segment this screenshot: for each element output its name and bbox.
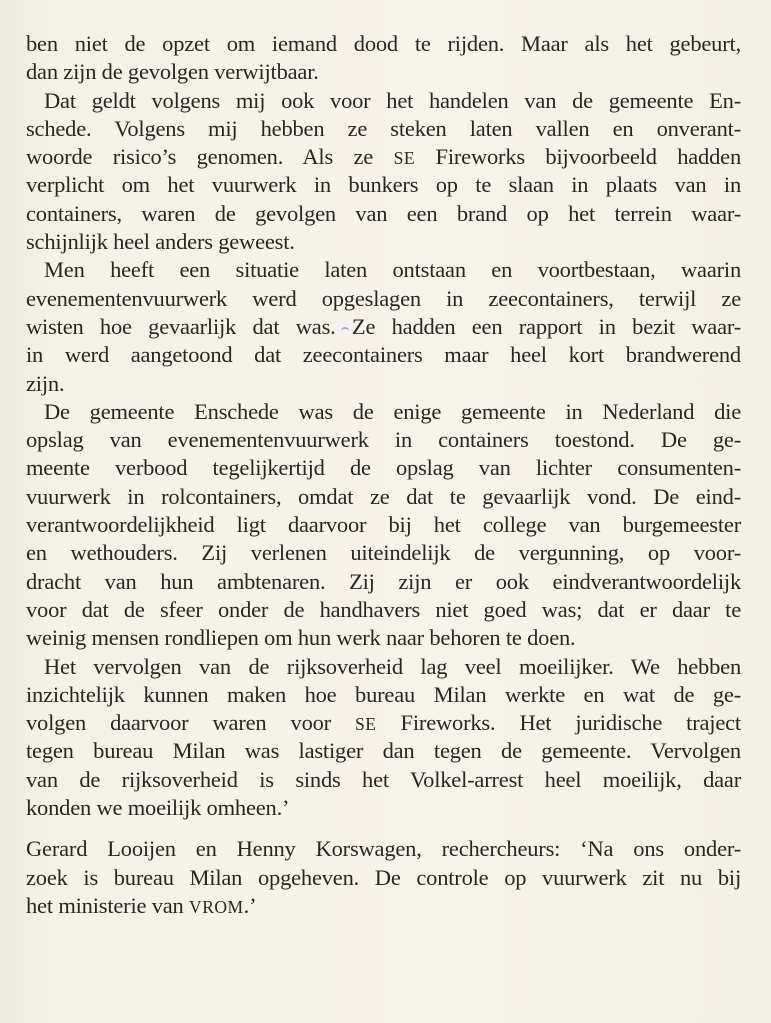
paragraph-p4 <box>26 398 741 653</box>
text-line: De gemeente Enschede was de enige gemeente in Nederland die <box>44 398 741 424</box>
text-line: zijn. <box>26 370 65 396</box>
paragraph-p1 <box>26 30 741 87</box>
text-line: konden we moeilijk omheen.’ <box>26 795 290 821</box>
text-line: van de rijksoverheid is sinds het Volkel-arrest heel moeilijk, daar <box>26 766 741 792</box>
text-line: Het vervolgen van de rijksoverheid lag veel moeilijker. We hebben <box>44 653 741 679</box>
text-line: schede. Volgens mij hebben ze steken laten vallen en onverant- <box>26 115 741 141</box>
text-line: woorde risico’s genomen. Als ze SE Fireworks bijvoorbeeld hadden <box>26 144 741 170</box>
text-line: weinig mensen rondliepen om hun werk naar behoren te doen. <box>26 625 576 651</box>
paragraph-gap <box>26 822 741 835</box>
text-line: Gerard Looijen en Henny Korswagen, rechercheurs: ‘Na ons onder- <box>26 836 741 862</box>
text-line: tegen bureau Milan was lastiger dan tegen de gemeente. Vervolgen <box>26 738 741 764</box>
text-line: meente verbood tegelijkertijd de opslag van lichter consumenten- <box>26 455 741 481</box>
text-line: dan zijn de gevolgen verwijtbaar. <box>26 59 319 85</box>
text-line: inzichtelijk kunnen maken hoe bureau Milan werkte en wat de ge- <box>26 681 741 707</box>
body-text <box>26 30 741 920</box>
text-line: vuurwerk in rolcontainers, omdat ze dat te gevaarlijk vond. De eind- <box>26 483 741 509</box>
text-line: voor dat de sfeer onder de handhavers niet goed was; dat er daar te <box>26 596 741 622</box>
pen-mark <box>341 327 349 333</box>
paragraph-p2 <box>26 87 741 257</box>
text-line: opslag van evenementenvuurwerk in containers toestond. De ge- <box>26 427 741 453</box>
text-line: en wethouders. Zij verlenen uiteindelijk de vergunning, op voor- <box>26 540 741 566</box>
text-line: dracht van hun ambtenaren. Zij zijn er ook eindverantwoordelijk <box>26 568 741 594</box>
text-line: Dat geldt volgens mij ook voor het handelen van de gemeente En- <box>44 87 741 113</box>
text-line: verplicht om het vuurwerk in bunkers op te slaan in plaats van in <box>26 172 741 198</box>
text-line: containers, waren de gevolgen van een brand op het terrein waar- <box>26 200 741 226</box>
text-line: verantwoordelijkheid ligt daarvoor bij het college van burgemeester <box>26 512 741 538</box>
text-line: volgen daarvoor waren voor SE Fireworks. Het juridische traject <box>26 710 741 736</box>
text-line: Men heeft een situatie laten ontstaan en voortbestaan, waarin <box>44 257 741 283</box>
paragraph-p6 <box>26 835 741 920</box>
text-line: schijnlijk heel anders geweest. <box>26 229 295 255</box>
paragraph-p3 <box>26 256 741 397</box>
text-line: wisten hoe gevaarlijk dat was. Ze hadden een rapport in bezit waar- <box>26 313 741 339</box>
text-line: in werd aangetoond dat zeecontainers maar heel kort brandwerend <box>26 342 741 368</box>
text-line: ben niet de opzet om iemand dood te rijden. Maar als het gebeurt, <box>26 31 741 56</box>
text-line: het ministerie van VROM.’ <box>26 892 257 918</box>
paragraph-p5 <box>26 653 741 823</box>
text-line: zoek is bureau Milan opgeheven. De controle op vuurwerk zit nu bij <box>26 864 741 890</box>
text-line: evenementenvuurwerk werd opgeslagen in zeecontainers, terwijl ze <box>26 285 741 311</box>
